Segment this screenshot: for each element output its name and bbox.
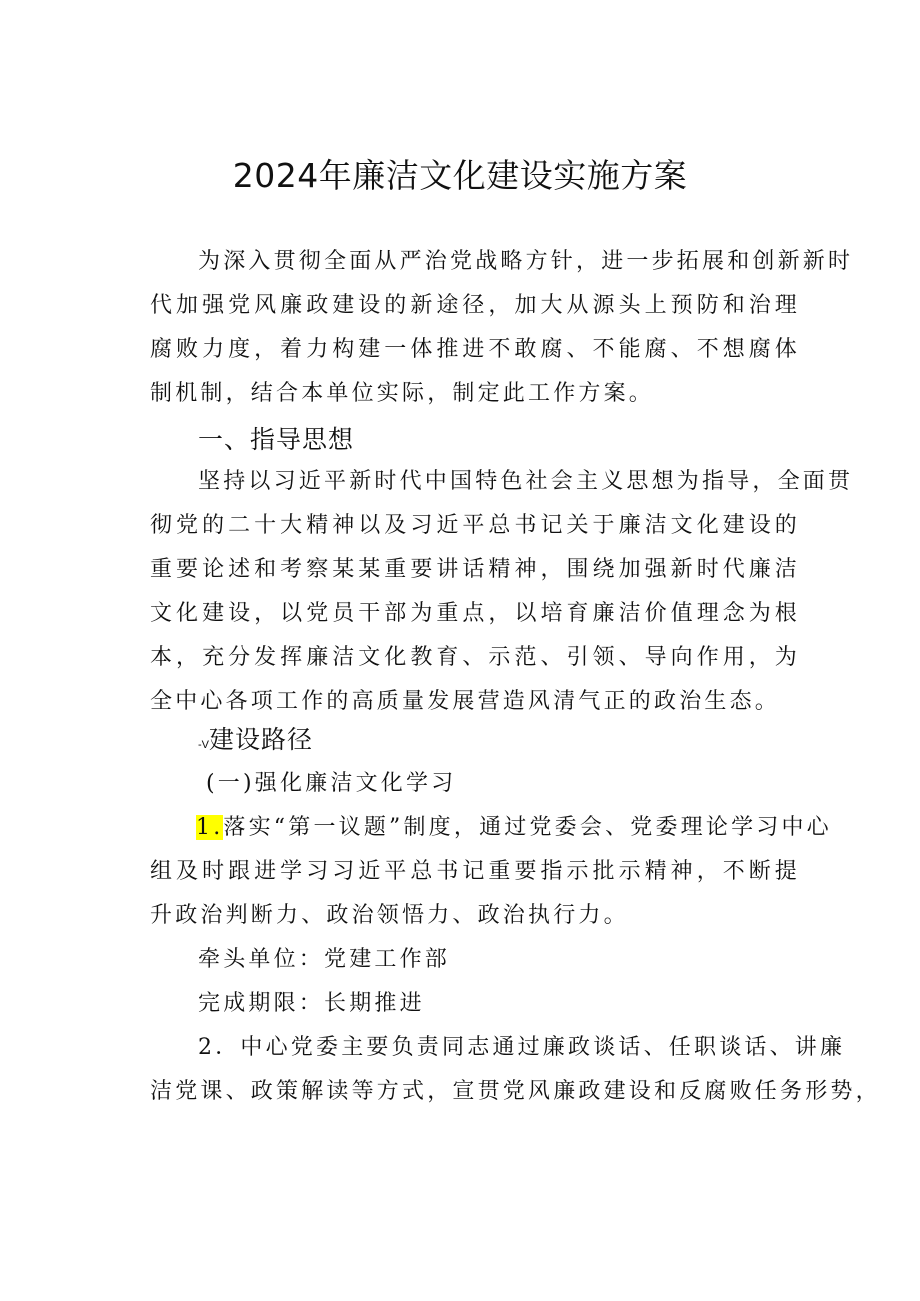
item1-number-highlight: 1. [196, 815, 224, 840]
item1-first-text: 落实“第一议题”制度，通过党委会、党委理论学习中心 [223, 815, 832, 840]
item1-lead-unit: 牵头单位：党建工作部 [198, 947, 451, 972]
item1-paragraph: 组及时跟进学习习近平总书记重要指示批示精神，不断提升政治判断力、政治领悟力、政治执行力。 [150, 859, 800, 928]
intro-first-line: 为深入贯彻全面从严治党战略方针，进一步拓展和创新新时 [198, 249, 854, 274]
intro-paragraph: 代加强党风廉政建设的新途径，加大从源头上预防和治理腐败力度，着力构建一体推进不敢腐、不能腐、不想腐体制机制，结合本单位实际，制定此工作方案。 [150, 293, 800, 406]
item1-deadline: 完成期限：长期推进 [198, 991, 425, 1016]
heading-prefix: -V [198, 739, 209, 751]
item2-second-line: 洁党课、政策解读等方式，宣贯党风廉政建设和反腐败任务形势， [150, 1079, 881, 1104]
section1-first-line: 坚持以习近平新时代中国特色社会主义思想为指导，全面贯 [198, 469, 854, 494]
heading-text: 建设路径 [209, 725, 314, 754]
section-heading-guiding-ideology: 一、指导思想 [198, 425, 355, 454]
subsection-heading: (一)强化廉洁文化学习 [206, 771, 457, 796]
section1-paragraph: 彻党的二十大精神以及习近平总书记关于廉洁文化建设的重要论述和考察某某重要讲话精神，围绕加强新时代廉洁文化建设，以党员干部为重点，以培育廉洁价值理念为根本，充分发挥廉洁文化教育、示范、引领、导向作用，为全中心各项工作的高质量发展营造风清气正的政治生态。 [150, 513, 800, 714]
section-heading-construction-path [198, 720, 313, 765]
item2-first-line: 2．中心党委主要负责同志通过廉政谈话、任职谈话、讲廉 [198, 1035, 846, 1060]
item1-first-line [196, 806, 832, 850]
document-title: 2024年廉洁文化建设实施方案 [232, 156, 688, 195]
